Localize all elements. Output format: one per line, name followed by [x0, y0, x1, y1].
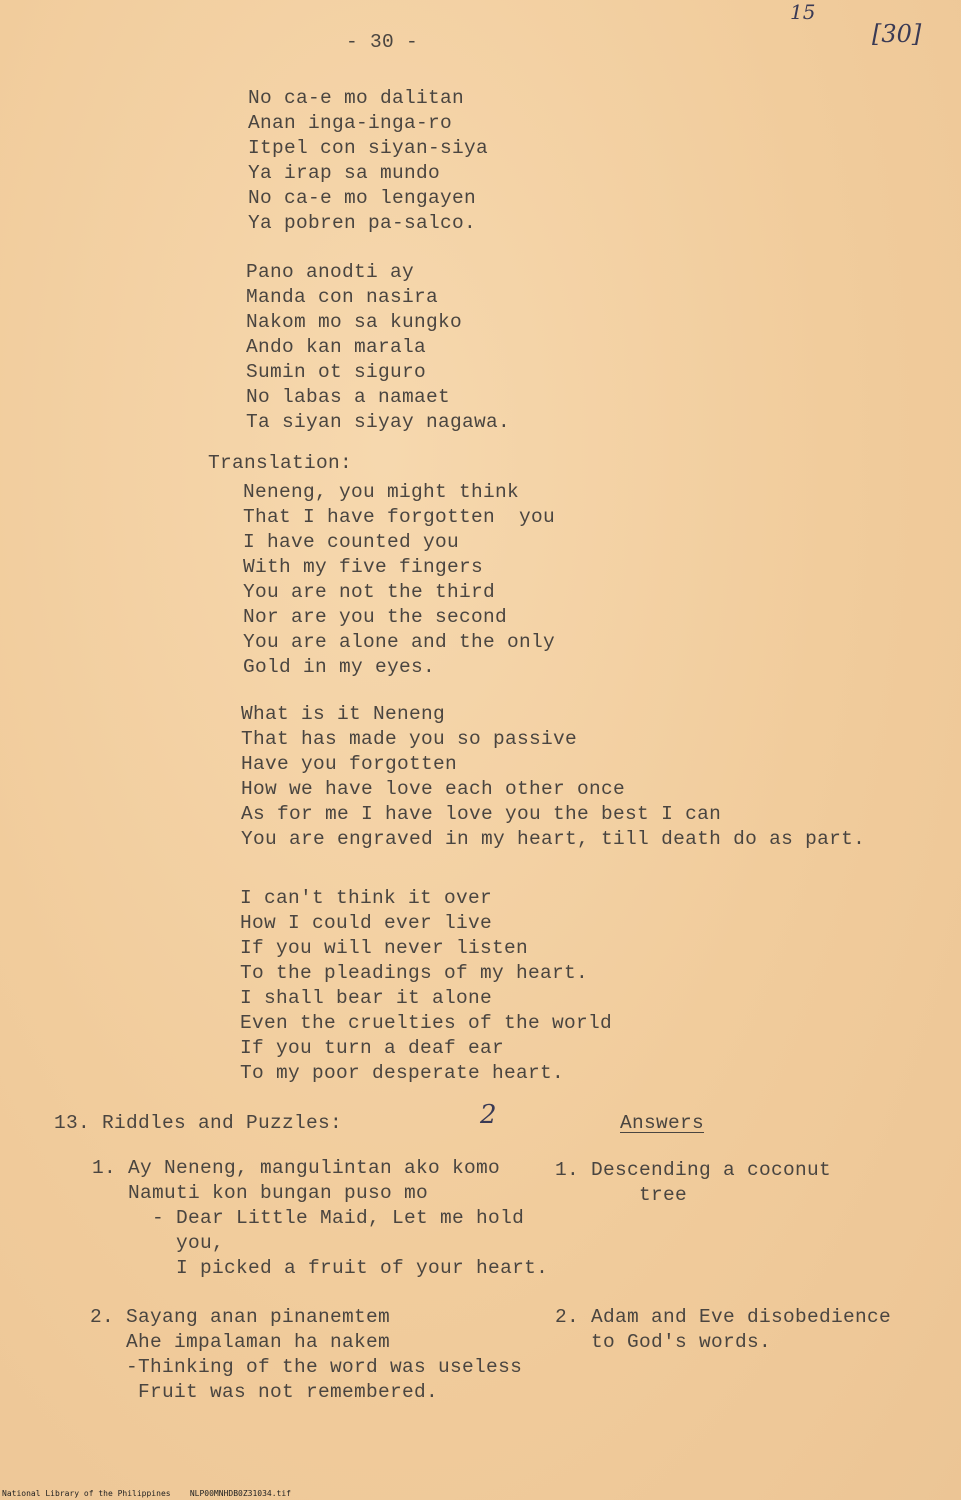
translation-line: You are not the third [243, 581, 496, 603]
answer-1 [555, 1158, 831, 1208]
poem-stanza-1 [248, 86, 488, 236]
riddles-heading: 13. Riddles and Puzzles: [54, 1112, 343, 1134]
riddle-line: you, [92, 1232, 225, 1254]
poem-line: Manda con nasira [246, 286, 439, 308]
poem-stanza-2 [246, 260, 510, 435]
scan-footer: National Library of the Philippines NLP00MNHDB0Z31034.tif [2, 1489, 291, 1498]
translation-line: How we have love each other once [241, 778, 626, 800]
translation-line: I can't think it over [240, 887, 493, 909]
answer-line: to God's words. [555, 1331, 772, 1353]
poem-line: Anan inga-inga-ro [248, 112, 453, 134]
translation-line: Have you forgotten [241, 753, 458, 775]
poem-line: Ando kan marala [246, 336, 427, 358]
translation-line: Gold in my eyes. [243, 656, 436, 678]
translation-line: Even the cruelties of the world [240, 1012, 613, 1034]
riddle-line: I picked a fruit of your heart. [92, 1257, 549, 1279]
riddle-2 [90, 1305, 522, 1405]
translation-line: To my poor desperate heart. [240, 1062, 565, 1084]
handwritten-riddle-mark: 2 [480, 1100, 497, 1130]
riddle-line: - Dear Little Maid, Let me hold [92, 1207, 525, 1229]
translation-line: That I have forgotten you [243, 506, 556, 528]
answer-2 [555, 1305, 891, 1355]
poem-line: Itpel con siyan-siya [248, 137, 489, 159]
translation-line: You are engraved in my heart, till death do as part. [241, 828, 866, 850]
poem-line: Nakom mo sa kungko [246, 311, 463, 333]
translation-line: To the pleadings of my heart. [240, 962, 589, 984]
translation-stanza-2 [241, 702, 865, 852]
translation-line: I shall bear it alone [240, 987, 493, 1009]
answer-line: 2. Adam and Eve disobedience [555, 1306, 892, 1328]
answer-line: tree [555, 1184, 688, 1206]
translation-line: What is it Neneng [241, 703, 446, 725]
riddle-line: 2. Sayang anan pinanemtem [90, 1306, 391, 1328]
translation-line: That has made you so passive [241, 728, 578, 750]
riddle-line: Ahe impalaman ha nakem [90, 1331, 391, 1353]
riddle-1 [92, 1156, 548, 1281]
poem-line: Pano anodti ay [246, 261, 415, 283]
page-number: - 30 - [346, 31, 419, 53]
translation-heading: Translation: [208, 452, 353, 474]
riddle-line: Fruit was not remembered. [90, 1381, 439, 1403]
riddle-line: -Thinking of the word was useless [90, 1356, 523, 1378]
translation-line: Nor are you the second [243, 606, 508, 628]
poem-line: Ta siyan siyay nagawa. [246, 411, 511, 433]
handwritten-bracket-number: [30] [872, 20, 922, 48]
poem-line: No ca-e mo dalitan [248, 87, 465, 109]
riddle-line: 1. Ay Neneng, mangulintan ako komo [92, 1157, 501, 1179]
poem-line: Ya irap sa mundo [248, 162, 441, 184]
translation-line: As for me I have love you the best I can [241, 803, 722, 825]
poem-line: No ca-e mo lengayen [248, 187, 477, 209]
riddle-line: Namuti kon bungan puso mo [92, 1182, 429, 1204]
poem-line: Sumin ot siguro [246, 361, 427, 383]
poem-line: No labas a namaet [246, 386, 451, 408]
translation-stanza-3 [240, 886, 612, 1086]
translation-line: I have counted you [243, 531, 460, 553]
answer-line: 1. Descending a coconut [555, 1159, 832, 1181]
translation-line: If you will never listen [240, 937, 529, 959]
translation-line: With my five fingers [243, 556, 484, 578]
translation-line: Neneng, you might think [243, 481, 520, 503]
translation-line: How I could ever live [240, 912, 493, 934]
answers-heading: Answers [620, 1112, 705, 1134]
translation-line: You are alone and the only [243, 631, 556, 653]
translation-stanza-1 [243, 480, 555, 680]
handwritten-number: 15 [790, 0, 816, 24]
poem-line: Ya pobren pa-salco. [248, 212, 477, 234]
translation-line: If you turn a deaf ear [240, 1037, 505, 1059]
